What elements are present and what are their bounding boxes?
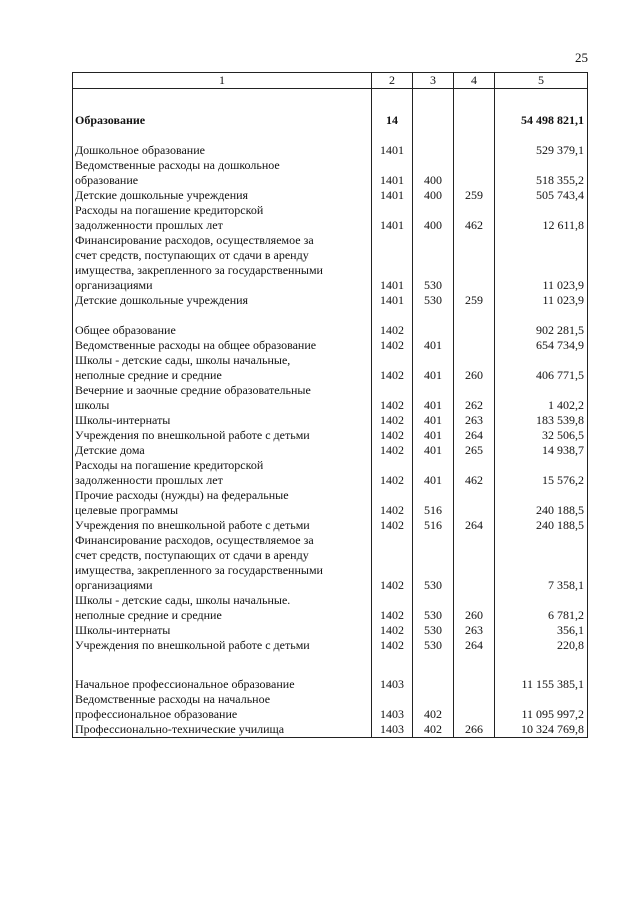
- row-label: [73, 428, 372, 443]
- table-row: [73, 353, 588, 383]
- spacer-cell: [73, 89, 372, 114]
- row-label-line: профессиональное образование: [75, 707, 238, 721]
- table-row: [73, 113, 588, 128]
- row-label-line: счет средств, поступающих от сдачи в аренду: [75, 548, 309, 562]
- row-label-line: Школы - детские сады, школы начальные.: [75, 593, 291, 607]
- item-code-cell: 263: [454, 413, 495, 428]
- row-label-line: задолженности прошлых лет: [75, 218, 223, 232]
- table-row: [73, 443, 588, 458]
- subsection-code-cell: 530: [413, 593, 454, 623]
- row-label-line: школы: [75, 398, 110, 412]
- row-label-line: Детские дошкольные учреждения: [75, 293, 249, 307]
- table-row: [73, 233, 588, 293]
- section-code-cell: 1402: [372, 533, 413, 593]
- row-label-line: Общее образование: [75, 323, 176, 337]
- table-row: [73, 593, 588, 623]
- section-code-cell: 1401: [372, 158, 413, 188]
- row-label-line: Финансирование расходов, осуществляемое за: [75, 533, 314, 547]
- spacer-cell: [454, 308, 495, 323]
- spacer-cell: [413, 308, 454, 323]
- amount-cell: 10 324 769,8: [495, 722, 588, 738]
- spacer-row: [73, 308, 588, 323]
- subsection-code-cell: 516: [413, 488, 454, 518]
- section-code-cell: 1402: [372, 458, 413, 488]
- table-row: [73, 533, 588, 593]
- item-code-cell: [454, 323, 495, 338]
- section-code-cell: 1401: [372, 188, 413, 203]
- item-code-cell: [454, 692, 495, 722]
- table-row: [73, 293, 588, 308]
- section-code-cell: 1402: [372, 428, 413, 443]
- section-code-cell: 1403: [372, 677, 413, 692]
- item-code-cell: [454, 143, 495, 158]
- spacer-cell: [495, 653, 588, 677]
- amount-cell: 220,8: [495, 638, 588, 653]
- page-number: 25: [575, 50, 588, 65]
- subsection-code-cell: 530: [413, 623, 454, 638]
- row-label: [73, 293, 372, 308]
- row-label: [73, 692, 372, 722]
- amount-cell: 11 155 385,1: [495, 677, 588, 692]
- item-code-cell: 462: [454, 203, 495, 233]
- amount-cell: 518 355,2: [495, 158, 588, 188]
- table-row: [73, 692, 588, 722]
- subsection-code-cell: 400: [413, 188, 454, 203]
- spacer-cell: [73, 308, 372, 323]
- row-label-line: неполные средние и средние: [75, 608, 222, 622]
- row-label-line: Ведомственные расходы на общее образование: [75, 338, 317, 352]
- spacer-cell: [495, 308, 588, 323]
- section-code-cell: 1401: [372, 293, 413, 308]
- section-code-cell: 1402: [372, 443, 413, 458]
- item-code-cell: 260: [454, 353, 495, 383]
- column-header: 1: [73, 73, 372, 89]
- row-label: [73, 593, 372, 623]
- section-code-cell: 1402: [372, 593, 413, 623]
- row-label-line: Учреждения по внешкольной работе с детьми: [75, 428, 310, 442]
- spacer-row: [73, 653, 588, 677]
- table-row: [73, 158, 588, 188]
- item-code-cell: [454, 533, 495, 593]
- table-row: [73, 203, 588, 233]
- section-code-cell: 1402: [372, 488, 413, 518]
- table-row: [73, 323, 588, 338]
- section-code-cell: 1403: [372, 692, 413, 722]
- spacer-row: [73, 128, 588, 143]
- section-code-cell: 1402: [372, 383, 413, 413]
- section-code-cell: 1402: [372, 413, 413, 428]
- item-code-cell: 259: [454, 188, 495, 203]
- row-label: [73, 722, 372, 738]
- row-label-line: Начальное профессиональное образование: [75, 677, 295, 691]
- section-code-cell: 1402: [372, 623, 413, 638]
- subsection-code-cell: 530: [413, 293, 454, 308]
- subsection-code-cell: 402: [413, 692, 454, 722]
- spacer-cell: [413, 653, 454, 677]
- row-label: [73, 203, 372, 233]
- item-code-cell: 259: [454, 293, 495, 308]
- row-label: [73, 413, 372, 428]
- subsection-code-cell: [413, 323, 454, 338]
- row-label: [73, 638, 372, 653]
- column-header: 2: [372, 73, 413, 89]
- amount-cell: 529 379,1: [495, 143, 588, 158]
- row-label: [73, 113, 372, 128]
- subsection-code-cell: 400: [413, 203, 454, 233]
- row-label: [73, 383, 372, 413]
- spacer-cell: [73, 653, 372, 677]
- row-label-line: имущества, закрепленного за государственными: [75, 563, 323, 577]
- table-row: [73, 638, 588, 653]
- subsection-code-cell: [413, 143, 454, 158]
- item-code-cell: 262: [454, 383, 495, 413]
- row-label: [73, 323, 372, 338]
- item-code-cell: 266: [454, 722, 495, 738]
- section-code-cell: 1402: [372, 338, 413, 353]
- spacer-cell: [495, 128, 588, 143]
- amount-cell: 6 781,2: [495, 593, 588, 623]
- column-header: 4: [454, 73, 495, 89]
- amount-cell: 11 023,9: [495, 233, 588, 293]
- section-code-cell: 1402: [372, 323, 413, 338]
- subsection-code-cell: 401: [413, 458, 454, 488]
- item-code-cell: [454, 338, 495, 353]
- row-label-line: целевые программы: [75, 503, 179, 517]
- item-code-cell: 264: [454, 518, 495, 533]
- subsection-code-cell: [413, 113, 454, 128]
- row-label-line: Учреждения по внешкольной работе с детьми: [75, 518, 310, 532]
- table-row: [73, 458, 588, 488]
- amount-cell: 11 095 997,2: [495, 692, 588, 722]
- amount-cell: 902 281,5: [495, 323, 588, 338]
- table-row: [73, 383, 588, 413]
- amount-cell: 240 188,5: [495, 488, 588, 518]
- section-code-cell: 1401: [372, 233, 413, 293]
- row-label: [73, 158, 372, 188]
- amount-cell: 54 498 821,1: [495, 113, 588, 128]
- budget-table: [72, 72, 588, 738]
- row-label: [73, 623, 372, 638]
- spacer-cell: [454, 89, 495, 114]
- spacer-cell: [454, 128, 495, 143]
- table-row: [73, 518, 588, 533]
- row-label-line: организациями: [75, 278, 153, 292]
- item-code-cell: 260: [454, 593, 495, 623]
- row-label-line: неполные средние и средние: [75, 368, 222, 382]
- amount-cell: 654 734,9: [495, 338, 588, 353]
- spacer-cell: [413, 89, 454, 114]
- table-row: [73, 488, 588, 518]
- amount-cell: 14 938,7: [495, 443, 588, 458]
- row-label: [73, 233, 372, 293]
- section-code-cell: 1402: [372, 353, 413, 383]
- amount-cell: 32 506,5: [495, 428, 588, 443]
- row-label-line: Школы-интернаты: [75, 413, 171, 427]
- row-label-line: Расходы на погашение кредиторской: [75, 458, 264, 472]
- amount-cell: 11 023,9: [495, 293, 588, 308]
- spacer-cell: [454, 653, 495, 677]
- row-label: [73, 188, 372, 203]
- spacer-cell: [372, 653, 413, 677]
- amount-cell: 240 188,5: [495, 518, 588, 533]
- row-label-line: Ведомственные расходы на дошкольное: [75, 158, 280, 172]
- spacer-cell: [372, 308, 413, 323]
- row-label: [73, 533, 372, 593]
- amount-cell: 15 576,2: [495, 458, 588, 488]
- row-label: [73, 338, 372, 353]
- row-label-line: Прочие расходы (нужды) на федеральные: [75, 488, 289, 502]
- row-label-line: Вечерние и заочные средние образовательные: [75, 383, 311, 397]
- item-code-cell: [454, 233, 495, 293]
- spacer-cell: [413, 128, 454, 143]
- subsection-code-cell: 402: [413, 722, 454, 738]
- section-code-cell: 1403: [372, 722, 413, 738]
- table-row: [73, 338, 588, 353]
- spacer-cell: [372, 128, 413, 143]
- row-label-line: задолженности прошлых лет: [75, 473, 223, 487]
- spacer-row: [73, 89, 588, 114]
- row-label: [73, 677, 372, 692]
- amount-cell: 505 743,4: [495, 188, 588, 203]
- item-code-cell: [454, 488, 495, 518]
- item-code-cell: 264: [454, 428, 495, 443]
- table-body: [73, 89, 588, 738]
- item-code-cell: [454, 158, 495, 188]
- item-code-cell: [454, 677, 495, 692]
- table-row: [73, 623, 588, 638]
- subsection-code-cell: 530: [413, 533, 454, 593]
- table-row: [73, 413, 588, 428]
- row-label-line: Дошкольное образование: [75, 143, 205, 157]
- subsection-code-cell: 401: [413, 413, 454, 428]
- subsection-code-cell: 401: [413, 338, 454, 353]
- section-code-cell: 1401: [372, 203, 413, 233]
- table-row: [73, 143, 588, 158]
- column-header: 5: [495, 73, 588, 89]
- row-label: [73, 443, 372, 458]
- row-label-line: Школы - детские сады, школы начальные,: [75, 353, 291, 367]
- amount-cell: 406 771,5: [495, 353, 588, 383]
- table-row: [73, 428, 588, 443]
- row-label-line: Учреждения по внешкольной работе с детьми: [75, 638, 310, 652]
- spacer-cell: [372, 89, 413, 114]
- item-code-cell: 263: [454, 623, 495, 638]
- subsection-code-cell: 401: [413, 383, 454, 413]
- table-row: [73, 188, 588, 203]
- item-code-cell: 462: [454, 458, 495, 488]
- item-code-cell: 265: [454, 443, 495, 458]
- row-label: [73, 458, 372, 488]
- row-label: [73, 518, 372, 533]
- row-label-line: Расходы на погашение кредиторской: [75, 203, 264, 217]
- item-code-cell: [454, 113, 495, 128]
- section-code-cell: 1401: [372, 143, 413, 158]
- row-label-line: Профессионально-технические училища: [75, 722, 285, 736]
- subsection-code-cell: 400: [413, 158, 454, 188]
- row-label-line: Детские дома: [75, 443, 145, 457]
- amount-cell: 7 358,1: [495, 533, 588, 593]
- row-label-line: Финансирование расходов, осуществляемое за: [75, 233, 314, 247]
- subsection-code-cell: 530: [413, 233, 454, 293]
- amount-cell: 12 611,8: [495, 203, 588, 233]
- subsection-code-cell: 530: [413, 638, 454, 653]
- column-header: 3: [413, 73, 454, 89]
- table-row: [73, 722, 588, 738]
- item-code-cell: 264: [454, 638, 495, 653]
- row-label-line: Ведомственные расходы на начальное: [75, 692, 271, 706]
- row-label-line: счет средств, поступающих от сдачи в аренду: [75, 248, 309, 262]
- row-label-line: имущества, закрепленного за государственными: [75, 263, 323, 277]
- row-label: [73, 353, 372, 383]
- row-label-line: Образование: [75, 113, 146, 127]
- spacer-cell: [73, 128, 372, 143]
- subsection-code-cell: 401: [413, 443, 454, 458]
- table-header-row: [73, 73, 588, 89]
- section-code-cell: 1402: [372, 518, 413, 533]
- row-label-line: образование: [75, 173, 139, 187]
- amount-cell: 183 539,8: [495, 413, 588, 428]
- subsection-code-cell: 401: [413, 428, 454, 443]
- row-label-line: Детские дошкольные учреждения: [75, 188, 249, 202]
- subsection-code-cell: [413, 677, 454, 692]
- amount-cell: 356,1: [495, 623, 588, 638]
- section-code-cell: 1402: [372, 638, 413, 653]
- spacer-cell: [495, 89, 588, 114]
- section-code-cell: 14: [372, 113, 413, 128]
- table-row: [73, 677, 588, 692]
- row-label: [73, 143, 372, 158]
- amount-cell: 1 402,2: [495, 383, 588, 413]
- row-label: [73, 488, 372, 518]
- row-label-line: Школы-интернаты: [75, 623, 171, 637]
- subsection-code-cell: 401: [413, 353, 454, 383]
- row-label-line: организациями: [75, 578, 153, 592]
- subsection-code-cell: 516: [413, 518, 454, 533]
